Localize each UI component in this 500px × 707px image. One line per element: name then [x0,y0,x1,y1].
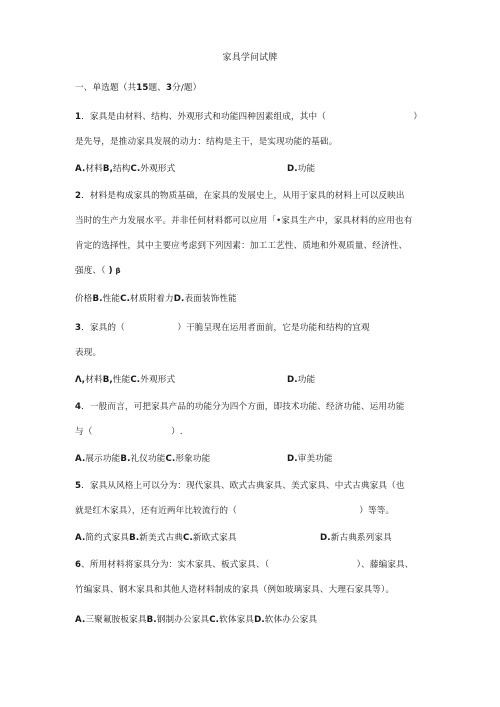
question-5-line-1: 5．家具从风格上可以分为：现代家具、欧式古典家具、美式家具、中式古典家具（也 [75,481,405,491]
question-4-line-2: 与（ ）. [75,427,183,437]
question-3-line-2: 表现。 [75,348,102,358]
question-3-option-d: D.功能 [287,375,316,385]
question-5-line-2: 就是红木家具），还有近两年比较流行的（ ）等等。 [75,506,395,516]
question-6-line-2: 竹编家具、钢木家具和其他人造材料制成的家具（例如玻璃家具、大理石家具等）。 [75,585,395,595]
question-2-line-1: 2．材料是构成家具的物质基础，在家具的发展史上，从用于家具的材料上可以反映出 [75,191,405,201]
question-3-line-1: 3．家具的（ ）干脆呈现在运用者面前，它是功能和结构的宜观 [75,323,370,333]
question-6-options: A.三聚氟胺板家具B.钢制办公家具C.软体家具D.软体办公家具 [75,615,318,625]
question-2-line-3: 肯定的选择性，其中主要应考虑到下列因素：加工工艺性、质地和外观质量、经济性、 [75,241,408,251]
question-1-line-2: 是先导，是推动家具发展的动力：结构是主干，是实现功能的基础。 [75,137,338,147]
question-4-option-d: D.审美功能 [287,454,333,464]
document-title: 家具学问试牌 [222,53,278,63]
question-1-options: A.材料B,结构C.外观形式 D.功能 [75,164,316,174]
question-1-line-1: 1．家具是由材料、结构、外观形式和功能四种因素组成，其中（ ） [75,112,423,122]
question-4-line-1: 4．一般而言，可把家具产品的功能分为四个方面，即技术功能、经济功能、运用功能 [75,402,405,412]
question-2-line-4: 强度、（ ) β [75,266,121,276]
question-2-line-2: 当时的生产力发展水平。并非任何材料都可以应用「•家具生产中，家具材料的应用也有 [75,216,413,226]
question-5-options: A.简约式家具B.新美式古典C.新欧式家具 D.新古典系列家具 [75,533,392,543]
question-6-line-1: 6、所用材料将家具分为：实木家具、板式家具、（ ）、藤编家具、 [75,560,414,570]
section-heading: 一、单选题（共15题、3分/题） [75,83,202,93]
question-5-option-d: D.新古典系列家具 [320,533,392,543]
question-1-option-d: D.功能 [287,164,316,174]
question-4-options: A.展示功能B.礼仪功能C.形象功能 D.审美功能 [75,454,333,464]
question-3-options: Λ,材料B,性能C.外观形式 D.功能 [75,375,316,385]
question-2-options: 价格B.性能C.材质附着力D.表面装饰性能 [75,294,237,304]
